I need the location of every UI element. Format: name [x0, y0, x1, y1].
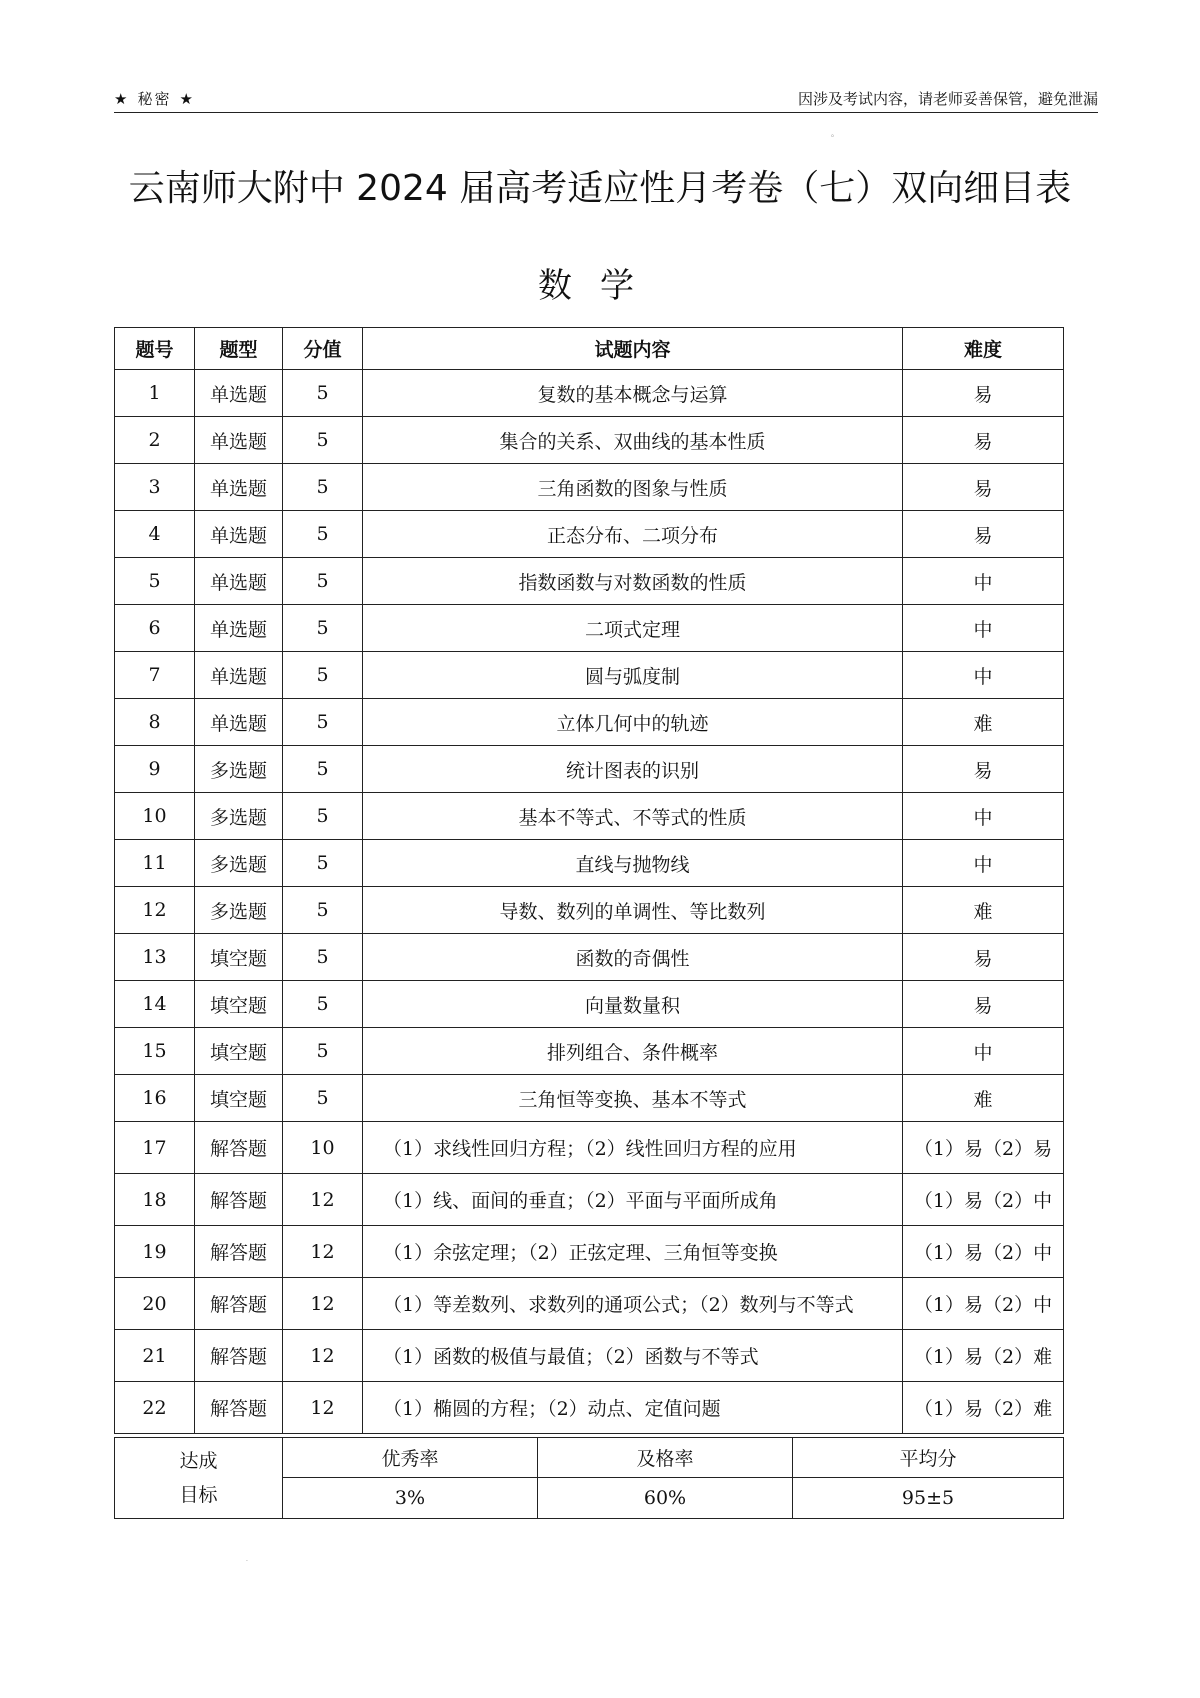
excellent-rate-header: 优秀率	[283, 1438, 538, 1478]
table-row	[115, 746, 1064, 793]
question-type: 填空题	[195, 934, 283, 981]
question-type: 单选题	[195, 464, 283, 511]
question-type: 解答题	[195, 1330, 283, 1382]
question-content: 二项式定理	[363, 605, 903, 652]
question-difficulty: 易	[903, 417, 1064, 464]
question-difficulty: 易	[903, 934, 1064, 981]
question-score: 12	[283, 1330, 363, 1382]
question-number: 3	[115, 464, 195, 511]
question-score: 12	[283, 1226, 363, 1278]
question-number: 14	[115, 981, 195, 1028]
star-icon: ★	[179, 89, 195, 108]
question-score: 5	[283, 887, 363, 934]
question-difficulty: （1）易（2）难	[903, 1330, 1064, 1382]
table-row	[115, 511, 1064, 558]
question-content: 排列组合、条件概率	[363, 1028, 903, 1075]
question-difficulty: 中	[903, 652, 1064, 699]
question-number: 20	[115, 1278, 195, 1330]
average-score-header: 平均分	[793, 1438, 1064, 1478]
question-number: 2	[115, 417, 195, 464]
question-difficulty: 难	[903, 887, 1064, 934]
table-row	[115, 934, 1064, 981]
question-number: 12	[115, 887, 195, 934]
question-score: 5	[283, 746, 363, 793]
column-header: 分值	[283, 328, 363, 370]
confidential-notice: 因涉及考试内容，请老师妥善保管，避免泄漏	[797, 89, 1098, 108]
question-number: 18	[115, 1174, 195, 1226]
question-score: 5	[283, 370, 363, 417]
table-row	[115, 981, 1064, 1028]
question-content: 函数的奇偶性	[363, 934, 903, 981]
question-number: 22	[115, 1382, 195, 1434]
star-icon: ★	[114, 89, 130, 108]
question-content: 圆与弧度制	[363, 652, 903, 699]
table-row	[115, 1028, 1064, 1075]
page-header	[114, 86, 1098, 110]
question-type: 单选题	[195, 652, 283, 699]
question-content: 统计图表的识别	[363, 746, 903, 793]
table-row	[115, 558, 1064, 605]
specification-table	[114, 327, 1064, 1434]
question-score: 12	[283, 1174, 363, 1226]
column-header: 难度	[903, 328, 1064, 370]
question-type: 解答题	[195, 1174, 283, 1226]
confidential-label: 秘密	[137, 89, 172, 108]
question-difficulty: 易	[903, 370, 1064, 417]
scan-dot: .	[246, 1556, 248, 1563]
question-type: 多选题	[195, 887, 283, 934]
table-header-row	[115, 328, 1064, 370]
question-score: 5	[283, 652, 363, 699]
question-content: （1）函数的极值与最值；（2）函数与不等式	[363, 1330, 903, 1382]
question-type: 单选题	[195, 417, 283, 464]
question-score: 12	[283, 1278, 363, 1330]
question-content: （1）线、面间的垂直；（2）平面与平面所成角	[363, 1174, 903, 1226]
question-score: 5	[283, 840, 363, 887]
question-content: （1）等差数列、求数列的通项公式；（2）数列与不等式	[363, 1278, 903, 1330]
question-number: 19	[115, 1226, 195, 1278]
question-content: 三角恒等变换、基本不等式	[363, 1075, 903, 1122]
question-difficulty: （1）易（2）难	[903, 1382, 1064, 1434]
question-content: （1）求线性回归方程；（2）线性回归方程的应用	[363, 1122, 903, 1174]
question-type: 解答题	[195, 1226, 283, 1278]
question-difficulty: 易	[903, 464, 1064, 511]
question-difficulty: 难	[903, 699, 1064, 746]
table-row	[115, 464, 1064, 511]
question-number: 11	[115, 840, 195, 887]
question-content: 指数函数与对数函数的性质	[363, 558, 903, 605]
question-difficulty: 易	[903, 981, 1064, 1028]
excellent-rate-value: 3%	[283, 1478, 538, 1519]
question-type: 单选题	[195, 370, 283, 417]
question-type: 填空题	[195, 1075, 283, 1122]
question-score: 5	[283, 981, 363, 1028]
question-content: 导数、数列的单调性、等比数列	[363, 887, 903, 934]
table-row	[115, 840, 1064, 887]
question-score: 10	[283, 1122, 363, 1174]
question-type: 多选题	[195, 793, 283, 840]
question-type: 单选题	[195, 699, 283, 746]
question-score: 5	[283, 1028, 363, 1075]
table-row	[115, 1278, 1064, 1330]
table-row	[115, 699, 1064, 746]
scan-dot: 。	[831, 129, 839, 138]
table-row	[115, 1122, 1064, 1174]
table-row	[115, 1330, 1064, 1382]
question-type: 单选题	[195, 558, 283, 605]
question-score: 5	[283, 558, 363, 605]
question-number: 9	[115, 746, 195, 793]
question-content: 向量数量积	[363, 981, 903, 1028]
question-number: 13	[115, 934, 195, 981]
table-row	[115, 887, 1064, 934]
question-type: 填空题	[195, 1028, 283, 1075]
subject-title: 数学	[538, 266, 662, 306]
question-type: 解答题	[195, 1122, 283, 1174]
question-difficulty: 易	[903, 511, 1064, 558]
target-label	[115, 1438, 283, 1519]
question-score: 5	[283, 699, 363, 746]
question-score: 5	[283, 511, 363, 558]
question-content: 复数的基本概念与运算	[363, 370, 903, 417]
column-header: 试题内容	[363, 328, 903, 370]
question-type: 填空题	[195, 981, 283, 1028]
question-score: 5	[283, 605, 363, 652]
question-number: 15	[115, 1028, 195, 1075]
table-row	[115, 417, 1064, 464]
table-row	[115, 1075, 1064, 1122]
question-score: 12	[283, 1382, 363, 1434]
question-score: 5	[283, 793, 363, 840]
question-number: 21	[115, 1330, 195, 1382]
question-number: 16	[115, 1075, 195, 1122]
question-content: 正态分布、二项分布	[363, 511, 903, 558]
question-score: 5	[283, 1075, 363, 1122]
confidential-mark	[114, 88, 203, 109]
average-score-value: 95±5	[793, 1478, 1064, 1519]
question-difficulty: 中	[903, 793, 1064, 840]
table-row	[115, 1382, 1064, 1434]
question-score: 5	[283, 417, 363, 464]
question-number: 17	[115, 1122, 195, 1174]
question-difficulty: 中	[903, 1028, 1064, 1075]
table-row	[115, 652, 1064, 699]
column-header: 题型	[195, 328, 283, 370]
question-difficulty: （1）易（2）中	[903, 1226, 1064, 1278]
header-divider	[114, 112, 1098, 113]
question-type: 解答题	[195, 1382, 283, 1434]
column-header: 题号	[115, 328, 195, 370]
document-title: 云南师大附中 2024 届高考适应性月考卷（七）双向细目表	[128, 168, 1072, 209]
question-number: 5	[115, 558, 195, 605]
table-row	[115, 605, 1064, 652]
question-type: 多选题	[195, 840, 283, 887]
question-type: 解答题	[195, 1278, 283, 1330]
question-number: 4	[115, 511, 195, 558]
table-row	[115, 370, 1064, 417]
target-table	[114, 1437, 1064, 1519]
table-row	[115, 1226, 1064, 1278]
question-difficulty: 中	[903, 605, 1064, 652]
question-difficulty: 中	[903, 558, 1064, 605]
question-content: 立体几何中的轨迹	[363, 699, 903, 746]
question-content: 集合的关系、双曲线的基本性质	[363, 417, 903, 464]
pass-rate-header: 及格率	[538, 1438, 793, 1478]
table-row	[115, 793, 1064, 840]
question-difficulty: （1）易（2）中	[903, 1278, 1064, 1330]
question-content: 基本不等式、不等式的性质	[363, 793, 903, 840]
question-content: 三角函数的图象与性质	[363, 464, 903, 511]
question-score: 5	[283, 464, 363, 511]
question-difficulty: （1）易（2）中	[903, 1174, 1064, 1226]
table-row	[115, 1174, 1064, 1226]
question-type: 多选题	[195, 746, 283, 793]
question-number: 8	[115, 699, 195, 746]
question-number: 6	[115, 605, 195, 652]
question-score: 5	[283, 934, 363, 981]
question-number: 7	[115, 652, 195, 699]
question-type: 单选题	[195, 511, 283, 558]
pass-rate-value: 60%	[538, 1478, 793, 1519]
question-difficulty: 中	[903, 840, 1064, 887]
question-content: （1）余弦定理；（2）正弦定理、三角恒等变换	[363, 1226, 903, 1278]
target-label-line1: 达成	[179, 1450, 218, 1472]
question-content: 直线与抛物线	[363, 840, 903, 887]
target-label-line2: 目标	[179, 1484, 218, 1506]
question-content: （1）椭圆的方程；（2）动点、定值问题	[363, 1382, 903, 1434]
question-number: 1	[115, 370, 195, 417]
question-difficulty: 易	[903, 746, 1064, 793]
question-difficulty: （1）易（2）易	[903, 1122, 1064, 1174]
question-number: 10	[115, 793, 195, 840]
question-difficulty: 难	[903, 1075, 1064, 1122]
question-type: 单选题	[195, 605, 283, 652]
